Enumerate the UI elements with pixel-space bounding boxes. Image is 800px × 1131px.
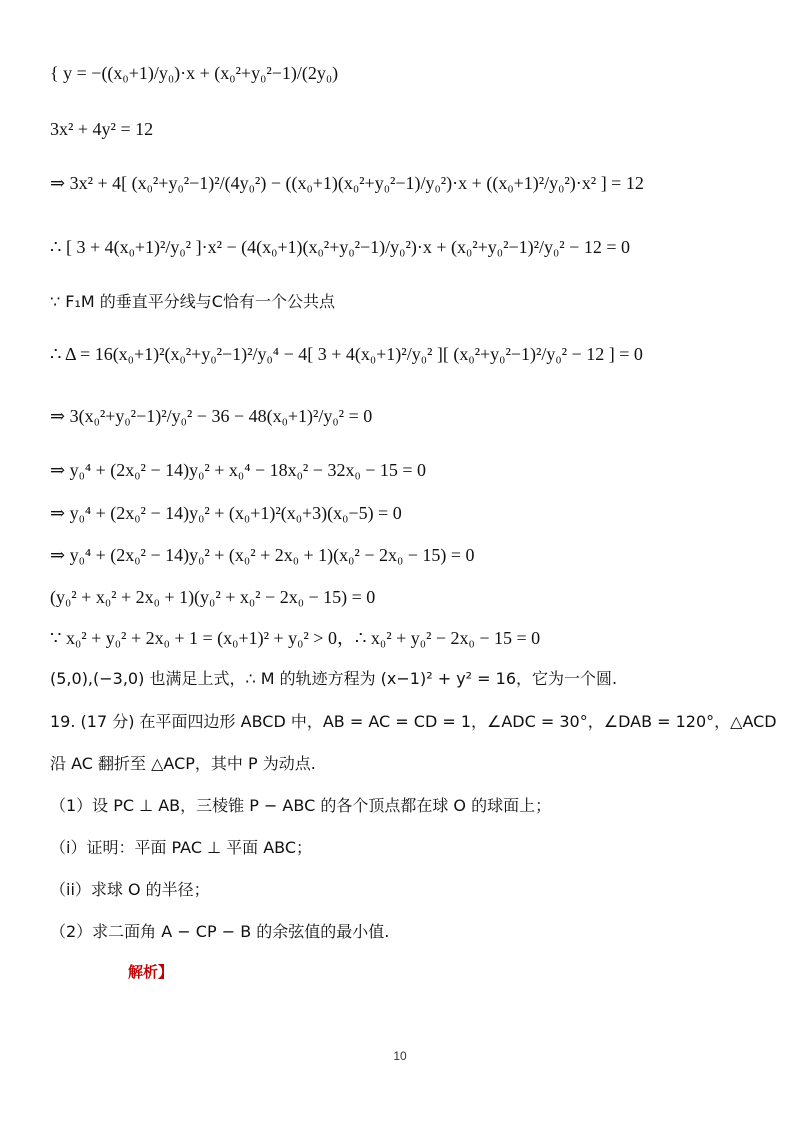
page-number: 10 xyxy=(393,1049,407,1063)
question-19-part-1: （1）设 PC ⊥ AB，三棱锥 P − ABC 的各个顶点都在球 O 的球面上； xyxy=(50,796,552,815)
line-condition: ∵ F₁M 的垂直平分线与C恰有一个公共点 xyxy=(50,292,335,311)
line-step-4: ⇒ y₀⁴ + (2x₀² − 14)y₀² + (x₀² + 2x₀ + 1)(x₀² − 2x₀ − 15) = 0 xyxy=(50,545,475,565)
question-19-part-1ii: （ii）求球 O 的半径； xyxy=(50,880,210,899)
line-system-eq2: 3x² + 4y² = 12 xyxy=(50,119,154,139)
line-step-2: ⇒ y₀⁴ + (2x₀² − 14)y₀² + x₀⁴ − 18x₀² − 32x₀ − 15 = 0 xyxy=(50,460,427,480)
line-step-1: ⇒ 3(x₀²+y₀²−1)²/y₀² − 36 − 48(x₀+1)²/y₀² = 0 xyxy=(50,406,373,426)
question-19-part-1i: （i）证明：平面 PAC ⊥ 平面 ABC； xyxy=(50,838,313,857)
line-locus: (5,0),(−3,0) 也满足上式，∴ M 的轨迹方程为 (x−1)² + y² = 16，它为一个圆. xyxy=(50,669,618,688)
line-discriminant: ∴ Δ = 16(x₀+1)²(x₀²+y₀²−1)²/y₀⁴ − 4[ 3 + 4(x₀+1)²/y₀² ][ (x₀²+y₀²−1)²/y₀² − 12 ] = 0 xyxy=(50,344,643,364)
line-step-3: ⇒ y₀⁴ + (2x₀² − 14)y₀² + (x₀+1)²(x₀+3)(x₀−5) = 0 xyxy=(50,503,402,523)
line-conclusion: ∵ x₀² + y₀² + 2x₀ + 1 = (x₀+1)² + y₀² > 0，∴ x₀² + y₀² − 2x₀ − 15 = 0 xyxy=(50,628,541,648)
question-19-stem: 19. (17 分) 在平面四边形 ABCD 中，AB = AC = CD = 1，∠ADC = 30°，∠DAB = 120°，△ACD xyxy=(50,712,777,731)
line-system-eq1: { y = −((x₀+1)/y₀)·x + (x₀²+y₀²−1)/(2y₀) xyxy=(50,63,339,83)
solution-label: 解析】 xyxy=(128,963,174,981)
question-19-part-2: （2）求二面角 A − CP − B 的余弦值的最小值. xyxy=(50,922,390,941)
line-quadratic: ∴ [ 3 + 4(x₀+1)²/y₀² ]·x² − (4(x₀+1)(x₀²+y₀²−1)/y₀²)·x + (x₀²+y₀²−1)²/y₀² − 12 = 0 xyxy=(50,237,630,257)
line-substitution: ⇒ 3x² + 4[ (x₀²+y₀²−1)²/(4y₀²) − ((x₀+1)(x₀²+y₀²−1)/y₀²)·x + ((x₀+1)²/y₀²)·x² ] = 12 xyxy=(50,173,644,193)
question-19-fold: 沿 AC 翻折至 △ACP，其中 P 为动点. xyxy=(50,754,316,773)
line-factored: (y₀² + x₀² + 2x₀ + 1)(y₀² + x₀² − 2x₀ − 15) = 0 xyxy=(50,587,376,607)
